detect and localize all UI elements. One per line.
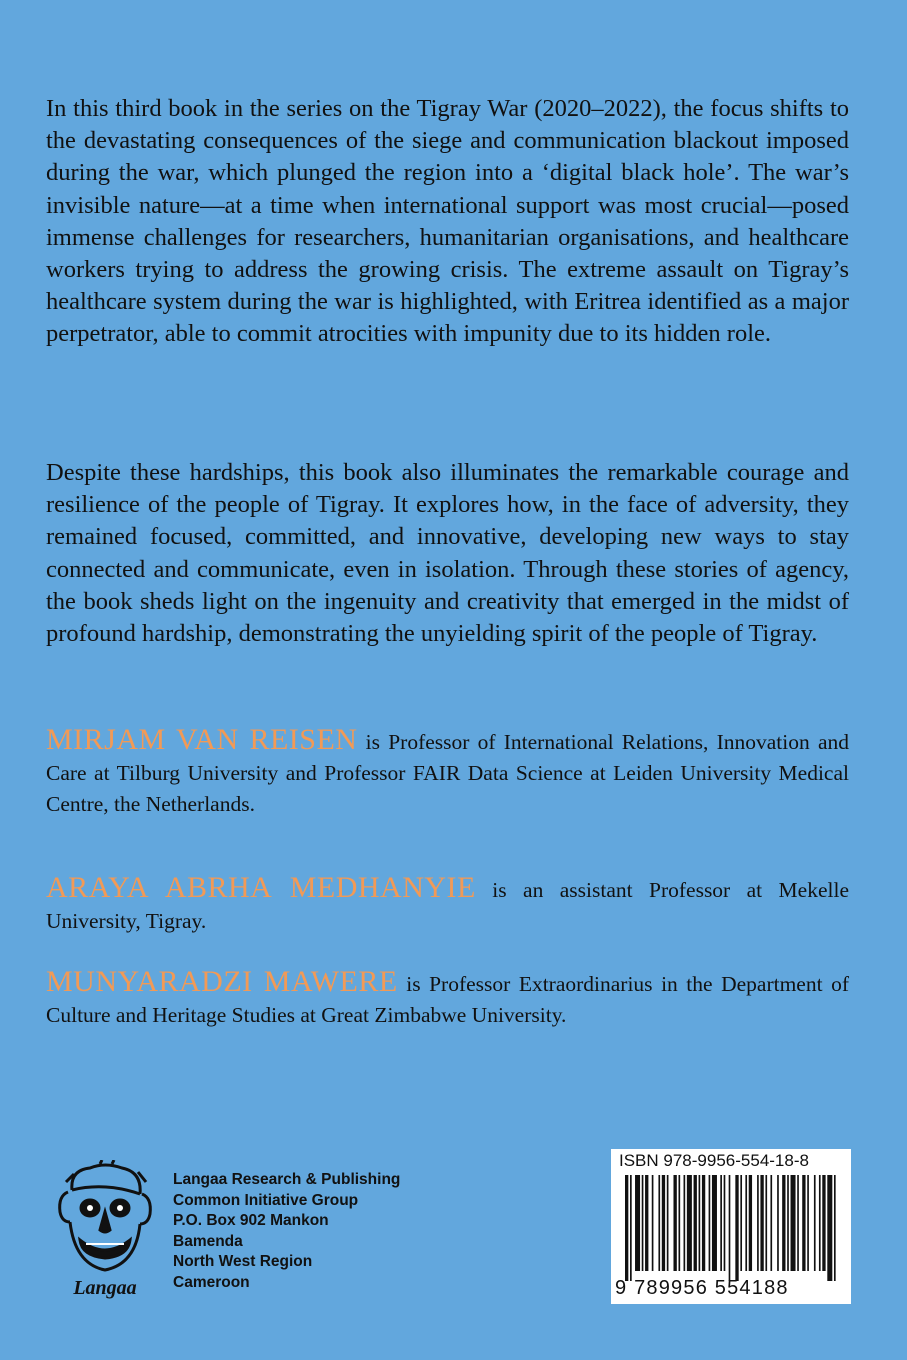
- mask-face-icon: [60, 1160, 151, 1270]
- publisher-line: Bamenda: [173, 1232, 243, 1250]
- barcode-bar: [658, 1175, 660, 1271]
- barcode-bar: [757, 1175, 759, 1271]
- barcode-bar: [724, 1175, 726, 1271]
- publisher-line: North West Region: [173, 1253, 313, 1270]
- author-bio-2: [46, 872, 849, 937]
- barcode-bar: [834, 1175, 836, 1281]
- barcode-bar: [679, 1175, 681, 1271]
- barcode-bar: [822, 1175, 825, 1271]
- barcode-bar: [635, 1175, 640, 1271]
- blurb-paragraph-1: In this third book in the series on the Tigray War (2020–2022), the focus shifts to the devastating consequences of the siege and communication blackout imposed during the war, which plunged the region into a ‘digital black hole’. The war’s invisible nature—at a time when international support was most crucial—posed immense challenges for researchers, humanitarian organisations, and healthcare workers trying to address the growing crisis. The extreme assault on Tigray’s healthcare system during the war is highlighted, with Eritrea identified as a major perpetrator, able to commit atrocities with impunity due to its hidden role.: [46, 95, 849, 348]
- barcode-bar: [787, 1175, 789, 1271]
- publisher-address: [173, 1170, 400, 1293]
- publisher-line: Langaa Research & Publishing: [173, 1171, 401, 1188]
- barcode-bar: [687, 1175, 692, 1271]
- barcode-bar: [819, 1175, 821, 1271]
- barcode-bar: [662, 1175, 665, 1271]
- barcode-bar: [684, 1175, 686, 1271]
- barcode-bar: [802, 1175, 805, 1271]
- barcode-bar: [797, 1175, 799, 1271]
- barcode-bar: [760, 1175, 763, 1271]
- author-bio-text: is an assistant Professor at Mekelle University, Tigray.: [46, 878, 850, 933]
- barcode-bar: [782, 1175, 785, 1271]
- barcode-bar: [709, 1175, 711, 1271]
- author-name: MIRJAM VAN REISEN: [46, 723, 358, 756]
- author-bio-1: [46, 724, 849, 820]
- barcode-bar: [694, 1175, 697, 1271]
- barcode-bars-icon: [625, 1175, 839, 1281]
- barcode-bar: [765, 1175, 767, 1271]
- author-bio-text: is Professor of International Relations, Innovation and Care at Tilburg University and Professor FAIR Data Science at Leiden University Medical Centre, the Netherlands.: [46, 730, 850, 816]
- barcode-bar: [699, 1175, 701, 1271]
- barcode-bar: [749, 1175, 752, 1271]
- barcode-bar: [807, 1175, 809, 1271]
- barcode-bar: [827, 1175, 832, 1281]
- publisher-line: Cameroon: [173, 1273, 250, 1291]
- author-bio-3: [46, 966, 849, 1031]
- publisher-line: Common Initiative Group: [173, 1191, 359, 1209]
- isbn-label: ISBN 978-9956-554-18-8: [619, 1151, 809, 1170]
- barcode-bar: [642, 1175, 644, 1271]
- blurb-paragraph-2: Despite these hardships, this book also illuminates the remarkable courage and resilience of the people of Tigray. It explores how, in the face of adversity, they remained focused, committed, and innovative, developing new ways to stay connected and communicate, even in isolation. Through these stories of agency, the book sheds light on the ingenuity and creativity that emerged in the midst of profound hardship, demonstrating the unyielding spirit of the people of Tigray.: [46, 459, 849, 648]
- publisher-line: P.O. Box 902 Mankon: [173, 1212, 329, 1229]
- barcode-bar: [770, 1175, 772, 1271]
- barcode-bar: [745, 1175, 747, 1271]
- barcode-bar: [630, 1175, 632, 1281]
- author-bio-text: is Professor Extraordinarius in the Department of Culture and Heritage Studies at Great Zimbabwe University.: [46, 972, 849, 1027]
- author-name: ARAYA ABRHA MEDHANYIE: [46, 871, 476, 904]
- barcode-bar: [645, 1175, 648, 1271]
- barcode-digits: 9 789956 554188: [615, 1277, 789, 1299]
- author-name: MUNYARADZI MAWERE: [46, 965, 398, 998]
- barcode-bar: [777, 1175, 779, 1271]
- publisher-logo: [50, 1160, 160, 1300]
- barcode-bar: [702, 1175, 705, 1271]
- publisher-logo-text: Langaa: [73, 1277, 137, 1299]
- barcode-bar: [673, 1175, 676, 1271]
- barcode-bar: [667, 1175, 669, 1271]
- barcode-bar: [652, 1175, 654, 1271]
- barcode-bar: [625, 1175, 628, 1281]
- isbn-barcode: [611, 1149, 851, 1304]
- barcode-bar: [814, 1175, 816, 1271]
- barcode-bar: [712, 1175, 717, 1271]
- barcode-bar: [735, 1175, 738, 1281]
- barcode-bar: [720, 1175, 722, 1271]
- barcode-bar: [791, 1175, 796, 1271]
- barcode-bar: [740, 1175, 742, 1271]
- barcode-bar: [729, 1175, 731, 1281]
